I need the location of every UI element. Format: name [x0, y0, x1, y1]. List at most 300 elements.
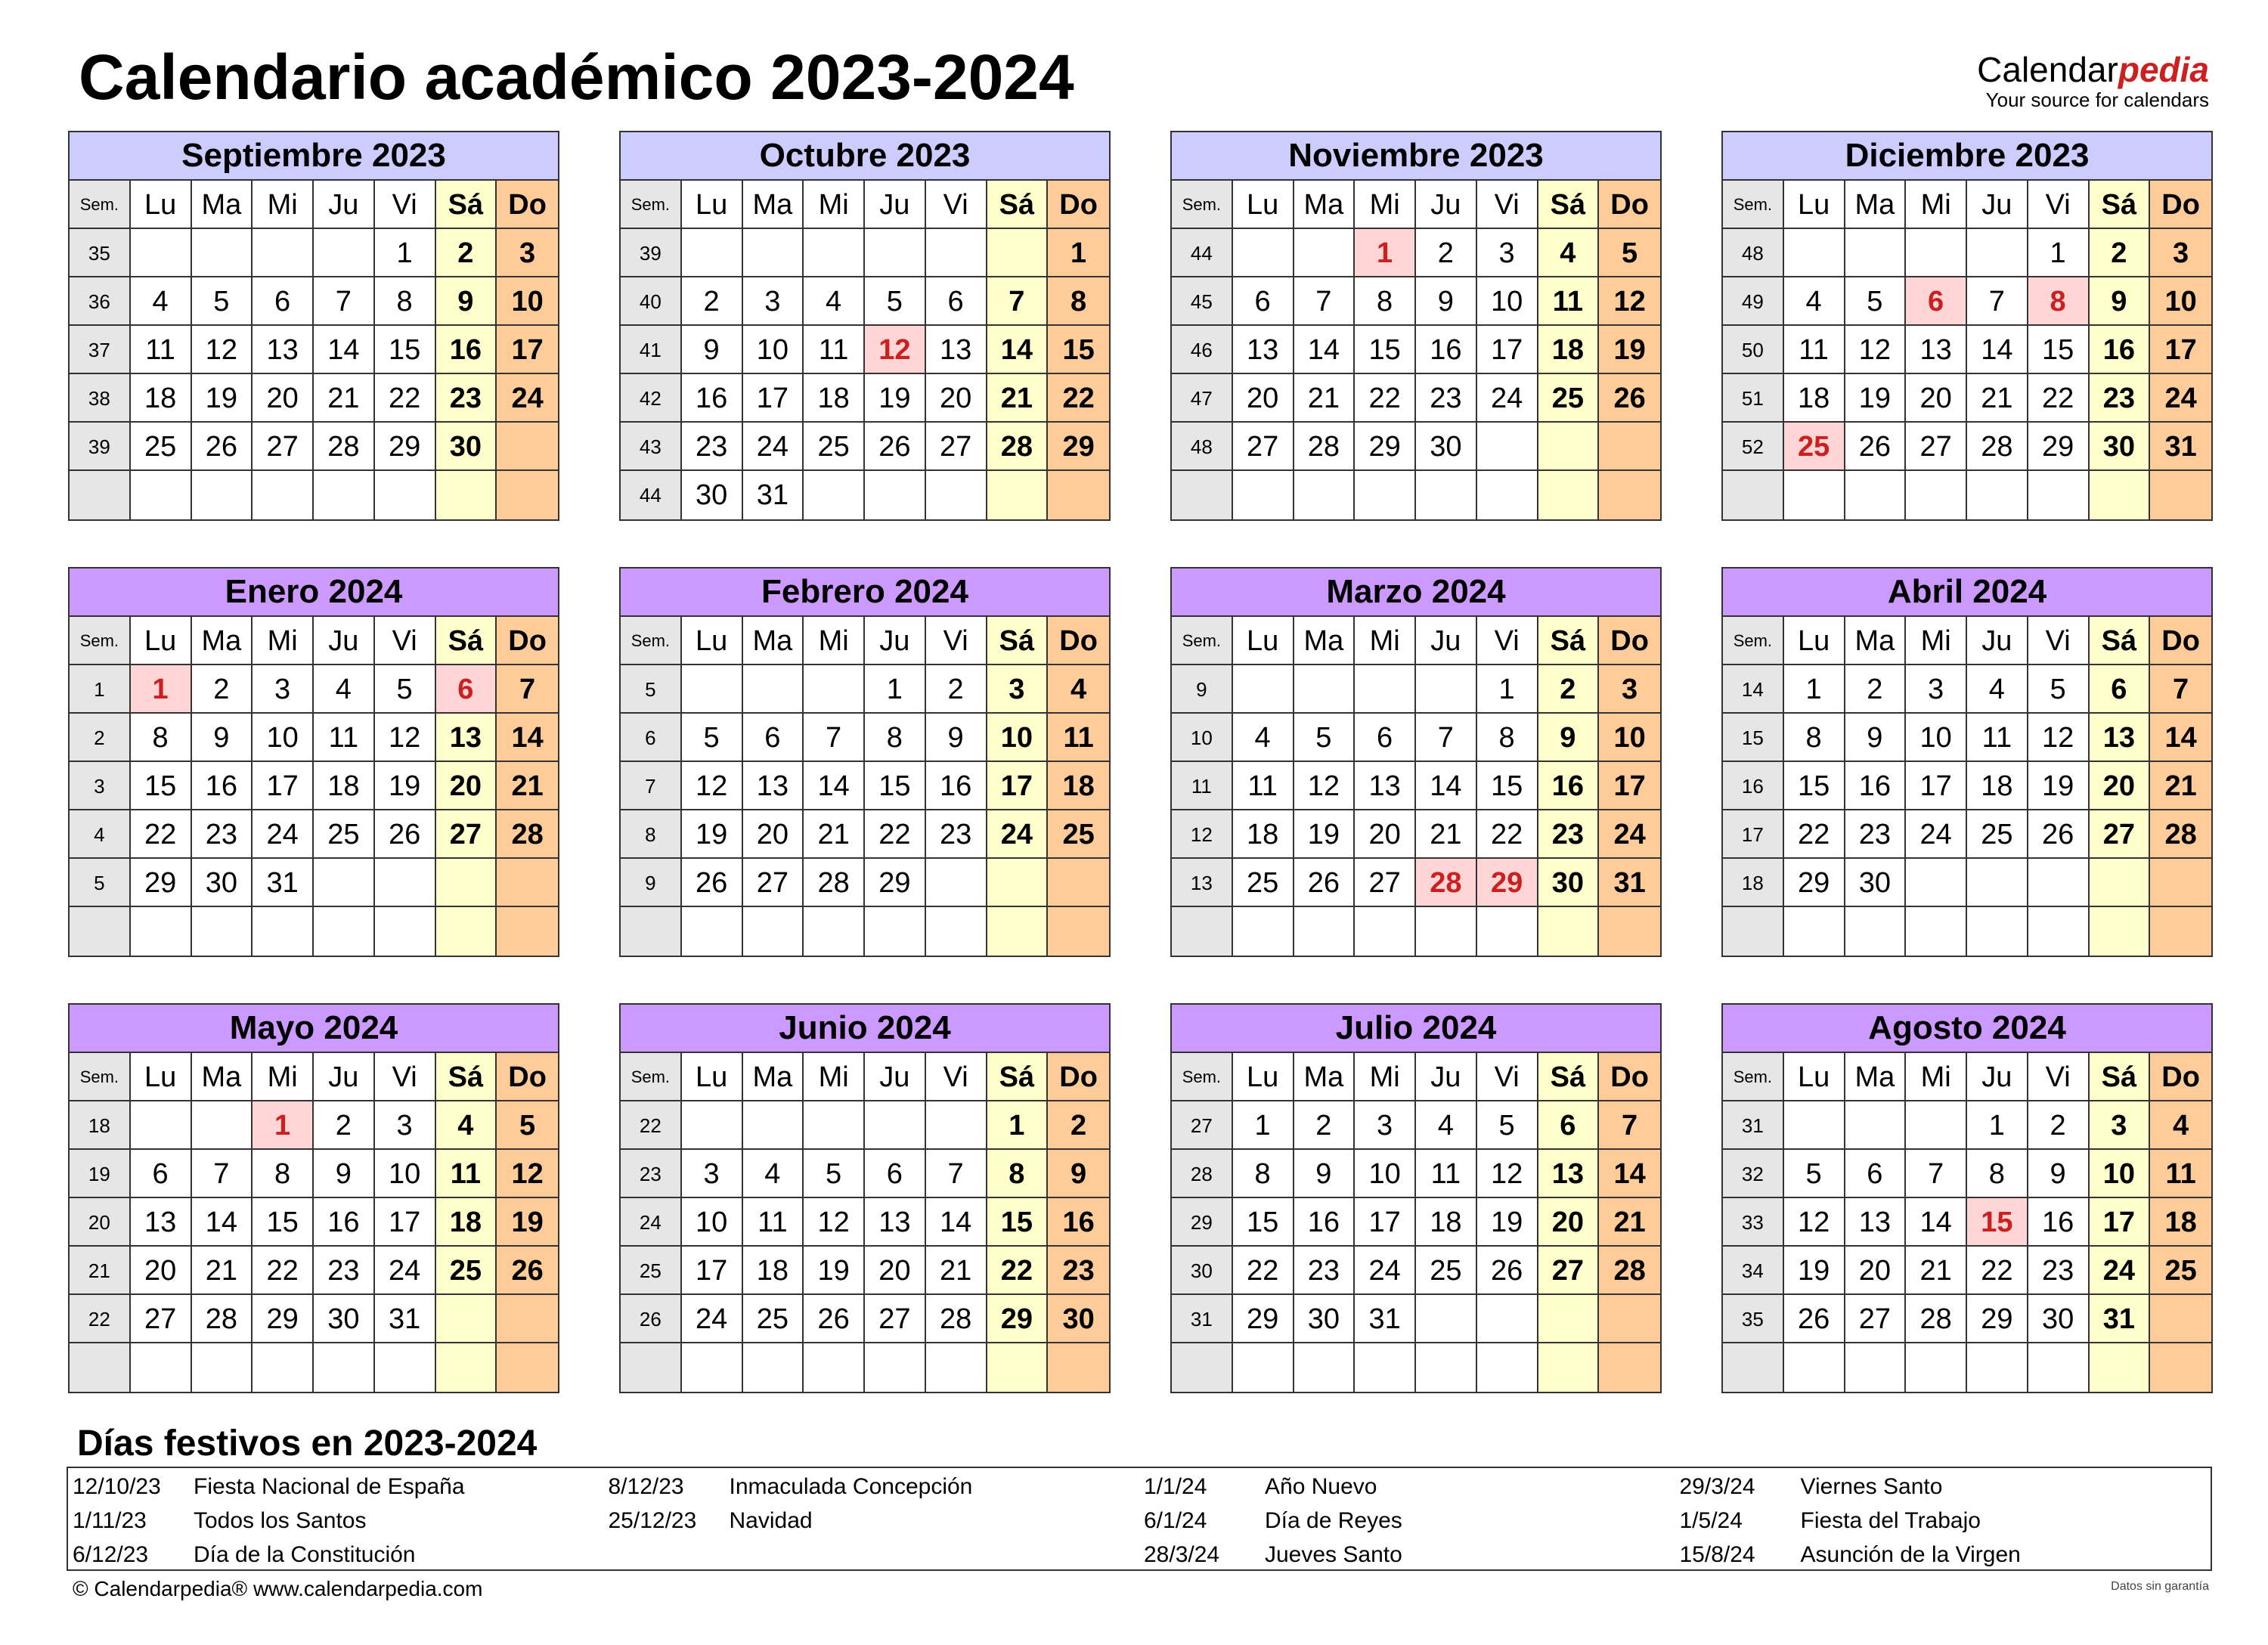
- day-cell[interactable]: 28: [1967, 423, 2028, 471]
- day-cell[interactable]: 2: [682, 277, 743, 326]
- day-cell[interactable]: 23: [926, 810, 987, 859]
- day-cell[interactable]: 8: [1477, 714, 1538, 762]
- day-cell[interactable]: 5: [2028, 665, 2090, 714]
- holiday-day-cell[interactable]: 6: [436, 665, 497, 714]
- day-cell[interactable]: 20: [1538, 1198, 1600, 1247]
- day-cell[interactable]: 16: [1845, 762, 1907, 810]
- day-cell[interactable]: 31: [1355, 1295, 1416, 1343]
- day-cell[interactable]: 5: [192, 277, 253, 326]
- day-cell[interactable]: 3: [682, 1150, 743, 1198]
- day-cell[interactable]: 24: [253, 810, 314, 859]
- day-cell[interactable]: 31: [1599, 859, 1660, 907]
- day-cell[interactable]: 2: [1294, 1101, 1356, 1150]
- day-cell[interactable]: 24: [2090, 1247, 2151, 1295]
- day-cell[interactable]: 24: [2150, 374, 2211, 423]
- day-cell[interactable]: 28: [926, 1295, 987, 1343]
- day-cell[interactable]: 17: [497, 326, 558, 374]
- day-cell[interactable]: 8: [1784, 714, 1845, 762]
- day-cell[interactable]: 21: [1599, 1198, 1660, 1247]
- day-cell[interactable]: 19: [497, 1198, 558, 1247]
- day-cell[interactable]: 8: [1355, 277, 1416, 326]
- day-cell[interactable]: 20: [743, 810, 804, 859]
- day-cell[interactable]: 11: [1538, 277, 1600, 326]
- day-cell[interactable]: 24: [682, 1295, 743, 1343]
- day-cell[interactable]: 14: [926, 1198, 987, 1247]
- day-cell[interactable]: 12: [682, 762, 743, 810]
- day-cell[interactable]: 27: [1845, 1295, 1907, 1343]
- day-cell[interactable]: 31: [743, 471, 804, 519]
- day-cell[interactable]: 12: [804, 1198, 865, 1247]
- holiday-day-cell[interactable]: 8: [2028, 277, 2090, 326]
- day-cell[interactable]: 22: [1967, 1247, 2028, 1295]
- day-cell[interactable]: 23: [1048, 1247, 1109, 1295]
- day-cell[interactable]: 26: [1294, 859, 1356, 907]
- day-cell[interactable]: 13: [2090, 714, 2151, 762]
- day-cell[interactable]: 4: [743, 1150, 804, 1198]
- day-cell[interactable]: 29: [253, 1295, 314, 1343]
- day-cell[interactable]: 20: [865, 1247, 926, 1295]
- day-cell[interactable]: 18: [743, 1247, 804, 1295]
- day-cell[interactable]: 9: [2028, 1150, 2090, 1198]
- day-cell[interactable]: 12: [1845, 326, 1907, 374]
- day-cell[interactable]: 10: [2090, 1150, 2151, 1198]
- day-cell[interactable]: 24: [1599, 810, 1660, 859]
- day-cell[interactable]: 3: [253, 665, 314, 714]
- day-cell[interactable]: 28: [987, 423, 1049, 471]
- day-cell[interactable]: 7: [1906, 1150, 1967, 1198]
- day-cell[interactable]: 18: [1538, 326, 1600, 374]
- day-cell[interactable]: 21: [804, 810, 865, 859]
- day-cell[interactable]: 21: [926, 1247, 987, 1295]
- day-cell[interactable]: 4: [1538, 229, 1600, 277]
- day-cell[interactable]: 5: [1784, 1150, 1845, 1198]
- day-cell[interactable]: 10: [987, 714, 1049, 762]
- brand-logo[interactable]: [1977, 50, 2209, 110]
- day-cell[interactable]: 26: [1477, 1247, 1538, 1295]
- day-cell[interactable]: 15: [375, 326, 436, 374]
- day-cell[interactable]: 19: [1599, 326, 1660, 374]
- day-cell[interactable]: 24: [1477, 374, 1538, 423]
- day-cell[interactable]: 27: [1233, 423, 1294, 471]
- day-cell[interactable]: 12: [1477, 1150, 1538, 1198]
- day-cell[interactable]: 1: [987, 1101, 1049, 1150]
- day-cell[interactable]: 19: [375, 762, 436, 810]
- day-cell[interactable]: 12: [1784, 1198, 1845, 1247]
- day-cell[interactable]: 24: [497, 374, 558, 423]
- day-cell[interactable]: 29: [1355, 423, 1416, 471]
- day-cell[interactable]: 5: [375, 665, 436, 714]
- day-cell[interactable]: 28: [314, 423, 375, 471]
- day-cell[interactable]: 9: [1845, 714, 1907, 762]
- day-cell[interactable]: 10: [375, 1150, 436, 1198]
- day-cell[interactable]: 10: [1599, 714, 1660, 762]
- day-cell[interactable]: 5: [865, 277, 926, 326]
- day-cell[interactable]: 28: [1599, 1247, 1660, 1295]
- day-cell[interactable]: 3: [497, 229, 558, 277]
- day-cell[interactable]: 15: [1477, 762, 1538, 810]
- day-cell[interactable]: 20: [253, 374, 314, 423]
- day-cell[interactable]: 4: [1967, 665, 2028, 714]
- day-cell[interactable]: 17: [253, 762, 314, 810]
- day-cell[interactable]: 17: [375, 1198, 436, 1247]
- day-cell[interactable]: 26: [497, 1247, 558, 1295]
- day-cell[interactable]: 28: [1906, 1295, 1967, 1343]
- day-cell[interactable]: 13: [1355, 762, 1416, 810]
- day-cell[interactable]: 20: [436, 762, 497, 810]
- day-cell[interactable]: 8: [1967, 1150, 2028, 1198]
- day-cell[interactable]: 15: [1233, 1198, 1294, 1247]
- day-cell[interactable]: 26: [682, 859, 743, 907]
- day-cell[interactable]: 30: [314, 1295, 375, 1343]
- day-cell[interactable]: 27: [865, 1295, 926, 1343]
- day-cell[interactable]: 10: [497, 277, 558, 326]
- day-cell[interactable]: 10: [1355, 1150, 1416, 1198]
- day-cell[interactable]: 3: [1477, 229, 1538, 277]
- day-cell[interactable]: 3: [987, 665, 1049, 714]
- day-cell[interactable]: 31: [2150, 423, 2211, 471]
- day-cell[interactable]: 2: [436, 229, 497, 277]
- day-cell[interactable]: 19: [192, 374, 253, 423]
- day-cell[interactable]: 11: [436, 1150, 497, 1198]
- day-cell[interactable]: 19: [682, 810, 743, 859]
- day-cell[interactable]: 8: [1233, 1150, 1294, 1198]
- day-cell[interactable]: 24: [375, 1247, 436, 1295]
- day-cell[interactable]: 22: [1477, 810, 1538, 859]
- day-cell[interactable]: 9: [1294, 1150, 1356, 1198]
- day-cell[interactable]: 13: [1233, 326, 1294, 374]
- day-cell[interactable]: 9: [192, 714, 253, 762]
- holiday-day-cell[interactable]: 25: [1784, 423, 1845, 471]
- day-cell[interactable]: 5: [1599, 229, 1660, 277]
- day-cell[interactable]: 23: [682, 423, 743, 471]
- day-cell[interactable]: 25: [1416, 1247, 1477, 1295]
- day-cell[interactable]: 20: [2090, 762, 2151, 810]
- day-cell[interactable]: 3: [743, 277, 804, 326]
- day-cell[interactable]: 27: [131, 1295, 192, 1343]
- holiday-day-cell[interactable]: 1: [1355, 229, 1416, 277]
- day-cell[interactable]: 26: [804, 1295, 865, 1343]
- day-cell[interactable]: 17: [2150, 326, 2211, 374]
- day-cell[interactable]: 25: [436, 1247, 497, 1295]
- day-cell[interactable]: 16: [2090, 326, 2151, 374]
- day-cell[interactable]: 21: [2150, 762, 2211, 810]
- day-cell[interactable]: 7: [1294, 277, 1356, 326]
- holiday-day-cell[interactable]: 28: [1416, 859, 1477, 907]
- day-cell[interactable]: 7: [497, 665, 558, 714]
- day-cell[interactable]: 5: [1477, 1101, 1538, 1150]
- holiday-day-cell[interactable]: 1: [253, 1101, 314, 1150]
- day-cell[interactable]: 18: [1784, 374, 1845, 423]
- day-cell[interactable]: 2: [192, 665, 253, 714]
- day-cell[interactable]: 31: [253, 859, 314, 907]
- day-cell[interactable]: 5: [682, 714, 743, 762]
- day-cell[interactable]: 3: [2150, 229, 2211, 277]
- day-cell[interactable]: 30: [1294, 1295, 1356, 1343]
- day-cell[interactable]: 1: [1967, 1101, 2028, 1150]
- day-cell[interactable]: 19: [1294, 810, 1356, 859]
- day-cell[interactable]: 14: [192, 1198, 253, 1247]
- day-cell[interactable]: 7: [804, 714, 865, 762]
- day-cell[interactable]: 14: [2150, 714, 2211, 762]
- day-cell[interactable]: 29: [131, 859, 192, 907]
- day-cell[interactable]: 13: [436, 714, 497, 762]
- day-cell[interactable]: 25: [2150, 1247, 2211, 1295]
- day-cell[interactable]: 17: [1906, 762, 1967, 810]
- day-cell[interactable]: 23: [436, 374, 497, 423]
- day-cell[interactable]: 1: [1048, 229, 1109, 277]
- day-cell[interactable]: 14: [1294, 326, 1356, 374]
- day-cell[interactable]: 7: [1416, 714, 1477, 762]
- day-cell[interactable]: 8: [253, 1150, 314, 1198]
- day-cell[interactable]: 8: [375, 277, 436, 326]
- day-cell[interactable]: 28: [2150, 810, 2211, 859]
- day-cell[interactable]: 7: [1599, 1101, 1660, 1150]
- day-cell[interactable]: 26: [1845, 423, 1907, 471]
- day-cell[interactable]: 30: [1538, 859, 1600, 907]
- day-cell[interactable]: 22: [1048, 374, 1109, 423]
- holiday-day-cell[interactable]: 1: [131, 665, 192, 714]
- day-cell[interactable]: 13: [1538, 1150, 1600, 1198]
- day-cell[interactable]: 13: [865, 1198, 926, 1247]
- day-cell[interactable]: 2: [1048, 1101, 1109, 1150]
- day-cell[interactable]: 12: [1599, 277, 1660, 326]
- day-cell[interactable]: 5: [497, 1101, 558, 1150]
- day-cell[interactable]: 28: [192, 1295, 253, 1343]
- day-cell[interactable]: 8: [987, 1150, 1049, 1198]
- day-cell[interactable]: 21: [314, 374, 375, 423]
- day-cell[interactable]: 4: [314, 665, 375, 714]
- day-cell[interactable]: 9: [1048, 1150, 1109, 1198]
- day-cell[interactable]: 18: [131, 374, 192, 423]
- day-cell[interactable]: 1: [375, 229, 436, 277]
- day-cell[interactable]: 29: [987, 1295, 1049, 1343]
- day-cell[interactable]: 28: [804, 859, 865, 907]
- day-cell[interactable]: 14: [314, 326, 375, 374]
- day-cell[interactable]: 31: [375, 1295, 436, 1343]
- day-cell[interactable]: 28: [497, 810, 558, 859]
- day-cell[interactable]: 14: [1906, 1198, 1967, 1247]
- day-cell[interactable]: 6: [926, 277, 987, 326]
- day-cell[interactable]: 4: [1233, 714, 1294, 762]
- day-cell[interactable]: 11: [743, 1198, 804, 1247]
- day-cell[interactable]: 6: [1845, 1150, 1907, 1198]
- day-cell[interactable]: 16: [1048, 1198, 1109, 1247]
- day-cell[interactable]: 23: [2090, 374, 2151, 423]
- day-cell[interactable]: 25: [314, 810, 375, 859]
- day-cell[interactable]: 4: [804, 277, 865, 326]
- day-cell[interactable]: 22: [131, 810, 192, 859]
- day-cell[interactable]: 23: [1845, 810, 1907, 859]
- day-cell[interactable]: 13: [1906, 326, 1967, 374]
- day-cell[interactable]: 30: [2090, 423, 2151, 471]
- day-cell[interactable]: 27: [436, 810, 497, 859]
- day-cell[interactable]: 31: [2090, 1295, 2151, 1343]
- day-cell[interactable]: 14: [804, 762, 865, 810]
- day-cell[interactable]: 7: [2150, 665, 2211, 714]
- day-cell[interactable]: 22: [1784, 810, 1845, 859]
- day-cell[interactable]: 11: [131, 326, 192, 374]
- day-cell[interactable]: 4: [131, 277, 192, 326]
- day-cell[interactable]: 2: [926, 665, 987, 714]
- day-cell[interactable]: 27: [2090, 810, 2151, 859]
- day-cell[interactable]: 4: [1416, 1101, 1477, 1150]
- day-cell[interactable]: 26: [1784, 1295, 1845, 1343]
- day-cell[interactable]: 20: [1233, 374, 1294, 423]
- day-cell[interactable]: 29: [865, 859, 926, 907]
- day-cell[interactable]: 11: [804, 326, 865, 374]
- day-cell[interactable]: 9: [314, 1150, 375, 1198]
- day-cell[interactable]: 30: [682, 471, 743, 519]
- day-cell[interactable]: 26: [1599, 374, 1660, 423]
- day-cell[interactable]: 11: [1784, 326, 1845, 374]
- day-cell[interactable]: 1: [2028, 229, 2090, 277]
- day-cell[interactable]: 25: [1233, 859, 1294, 907]
- day-cell[interactable]: 29: [1233, 1295, 1294, 1343]
- day-cell[interactable]: 6: [865, 1150, 926, 1198]
- day-cell[interactable]: 11: [314, 714, 375, 762]
- holiday-day-cell[interactable]: 6: [1906, 277, 1967, 326]
- day-cell[interactable]: 17: [987, 762, 1049, 810]
- day-cell[interactable]: 7: [926, 1150, 987, 1198]
- day-cell[interactable]: 20: [926, 374, 987, 423]
- day-cell[interactable]: 18: [1233, 810, 1294, 859]
- day-cell[interactable]: 14: [1599, 1150, 1660, 1198]
- day-cell[interactable]: 13: [743, 762, 804, 810]
- day-cell[interactable]: 3: [375, 1101, 436, 1150]
- day-cell[interactable]: 30: [192, 859, 253, 907]
- day-cell[interactable]: 25: [1967, 810, 2028, 859]
- day-cell[interactable]: 4: [2150, 1101, 2211, 1150]
- day-cell[interactable]: 11: [1048, 714, 1109, 762]
- day-cell[interactable]: 2: [2028, 1101, 2090, 1150]
- day-cell[interactable]: 29: [1784, 859, 1845, 907]
- day-cell[interactable]: 29: [1967, 1295, 2028, 1343]
- day-cell[interactable]: 2: [314, 1101, 375, 1150]
- day-cell[interactable]: 17: [1477, 326, 1538, 374]
- day-cell[interactable]: 21: [1967, 374, 2028, 423]
- day-cell[interactable]: 10: [2150, 277, 2211, 326]
- day-cell[interactable]: 18: [1048, 762, 1109, 810]
- day-cell[interactable]: 23: [1416, 374, 1477, 423]
- day-cell[interactable]: 16: [1294, 1198, 1356, 1247]
- day-cell[interactable]: 19: [1477, 1198, 1538, 1247]
- day-cell[interactable]: 15: [253, 1198, 314, 1247]
- day-cell[interactable]: 6: [1355, 714, 1416, 762]
- day-cell[interactable]: 29: [375, 423, 436, 471]
- day-cell[interactable]: 24: [1355, 1247, 1416, 1295]
- day-cell[interactable]: 4: [1784, 277, 1845, 326]
- day-cell[interactable]: 2: [1845, 665, 1907, 714]
- day-cell[interactable]: 17: [1599, 762, 1660, 810]
- day-cell[interactable]: 25: [804, 423, 865, 471]
- day-cell[interactable]: 23: [314, 1247, 375, 1295]
- day-cell[interactable]: 25: [131, 423, 192, 471]
- day-cell[interactable]: 9: [1538, 714, 1600, 762]
- day-cell[interactable]: 28: [1294, 423, 1356, 471]
- holiday-day-cell[interactable]: 15: [1967, 1198, 2028, 1247]
- day-cell[interactable]: 30: [1048, 1295, 1109, 1343]
- holiday-day-cell[interactable]: 29: [1477, 859, 1538, 907]
- day-cell[interactable]: 15: [131, 762, 192, 810]
- day-cell[interactable]: 9: [436, 277, 497, 326]
- day-cell[interactable]: 26: [2028, 810, 2090, 859]
- day-cell[interactable]: 7: [192, 1150, 253, 1198]
- day-cell[interactable]: 3: [1906, 665, 1967, 714]
- day-cell[interactable]: 1: [1477, 665, 1538, 714]
- day-cell[interactable]: 3: [1599, 665, 1660, 714]
- day-cell[interactable]: 16: [1416, 326, 1477, 374]
- day-cell[interactable]: 18: [2150, 1198, 2211, 1247]
- day-cell[interactable]: 23: [1538, 810, 1600, 859]
- day-cell[interactable]: 7: [314, 277, 375, 326]
- day-cell[interactable]: 15: [865, 762, 926, 810]
- day-cell[interactable]: 6: [1538, 1101, 1600, 1150]
- day-cell[interactable]: 21: [1416, 810, 1477, 859]
- day-cell[interactable]: 24: [987, 810, 1049, 859]
- day-cell[interactable]: 26: [865, 423, 926, 471]
- day-cell[interactable]: 9: [926, 714, 987, 762]
- day-cell[interactable]: 16: [2028, 1198, 2090, 1247]
- day-cell[interactable]: 6: [1233, 277, 1294, 326]
- day-cell[interactable]: 18: [436, 1198, 497, 1247]
- day-cell[interactable]: 5: [1845, 277, 1907, 326]
- day-cell[interactable]: 13: [253, 326, 314, 374]
- day-cell[interactable]: 5: [1294, 714, 1356, 762]
- day-cell[interactable]: 10: [253, 714, 314, 762]
- day-cell[interactable]: 18: [1967, 762, 2028, 810]
- day-cell[interactable]: 6: [253, 277, 314, 326]
- day-cell[interactable]: 8: [865, 714, 926, 762]
- day-cell[interactable]: 12: [2028, 714, 2090, 762]
- day-cell[interactable]: 27: [926, 423, 987, 471]
- day-cell[interactable]: 26: [375, 810, 436, 859]
- day-cell[interactable]: 12: [1294, 762, 1356, 810]
- day-cell[interactable]: 19: [1784, 1247, 1845, 1295]
- day-cell[interactable]: 22: [1233, 1247, 1294, 1295]
- day-cell[interactable]: 6: [131, 1150, 192, 1198]
- day-cell[interactable]: 9: [2090, 277, 2151, 326]
- day-cell[interactable]: 12: [375, 714, 436, 762]
- day-cell[interactable]: 30: [2028, 1295, 2090, 1343]
- day-cell[interactable]: 21: [1906, 1247, 1967, 1295]
- day-cell[interactable]: 16: [314, 1198, 375, 1247]
- day-cell[interactable]: 12: [192, 326, 253, 374]
- day-cell[interactable]: 18: [1416, 1198, 1477, 1247]
- day-cell[interactable]: 14: [497, 714, 558, 762]
- day-cell[interactable]: 25: [1538, 374, 1600, 423]
- day-cell[interactable]: 27: [1355, 859, 1416, 907]
- day-cell[interactable]: 19: [865, 374, 926, 423]
- day-cell[interactable]: 25: [1048, 810, 1109, 859]
- day-cell[interactable]: 16: [436, 326, 497, 374]
- day-cell[interactable]: 4: [1048, 665, 1109, 714]
- day-cell[interactable]: 17: [743, 374, 804, 423]
- day-cell[interactable]: 2: [1538, 665, 1600, 714]
- day-cell[interactable]: 22: [2028, 374, 2090, 423]
- day-cell[interactable]: 30: [436, 423, 497, 471]
- day-cell[interactable]: 8: [131, 714, 192, 762]
- day-cell[interactable]: 7: [987, 277, 1049, 326]
- day-cell[interactable]: 1: [865, 665, 926, 714]
- day-cell[interactable]: 11: [2150, 1150, 2211, 1198]
- day-cell[interactable]: 12: [497, 1150, 558, 1198]
- day-cell[interactable]: 11: [1967, 714, 2028, 762]
- day-cell[interactable]: 23: [2028, 1247, 2090, 1295]
- day-cell[interactable]: 22: [375, 374, 436, 423]
- day-cell[interactable]: 27: [1906, 423, 1967, 471]
- day-cell[interactable]: 15: [1355, 326, 1416, 374]
- day-cell[interactable]: 29: [2028, 423, 2090, 471]
